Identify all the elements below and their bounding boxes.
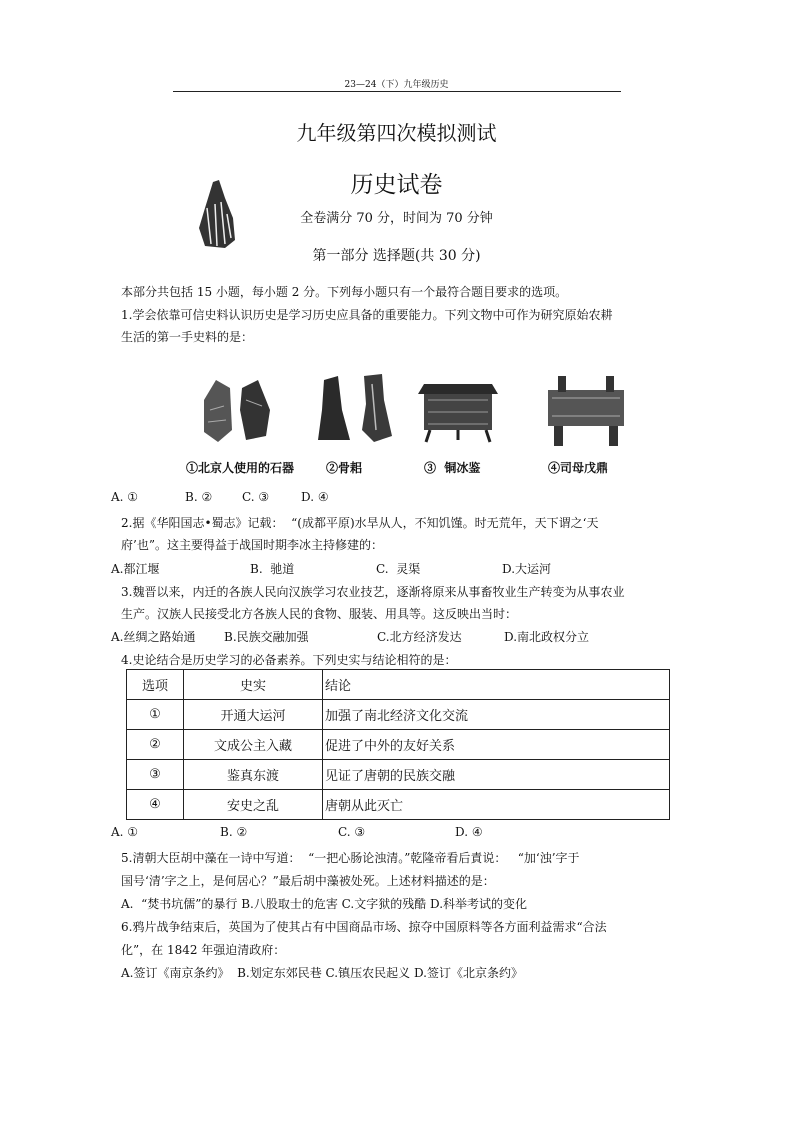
- q6-line1: 6.鸦片战争结束后，英国为了使其占有中国商品市场、掠夺中国原料等各方面利益需求“合法: [121, 920, 607, 934]
- row-conclusion: 促进了中外的友好关系: [323, 730, 670, 760]
- header-rule: [173, 91, 621, 92]
- q2-option-c: C. 灵渠: [376, 562, 421, 576]
- q3-option-c: C.北方经济发达: [377, 630, 462, 644]
- q2-option-d: D.大运河: [502, 562, 552, 576]
- q6-line2: 化”，在 1842 年强迫清政府：: [121, 943, 286, 957]
- page-header: 23—24（下）九年级历史: [344, 80, 449, 90]
- table-row: [127, 730, 670, 760]
- row-fact: 文成公主入藏: [184, 730, 323, 760]
- q5-options: A. “焚书坑儒”的暴行 B.八股取士的危害 C.文字狱的残酷 D.科举考试的变化: [121, 897, 528, 911]
- caption-3: ③ 铜冰鉴: [424, 461, 481, 475]
- q4-option-a: A. ①: [111, 825, 139, 839]
- q3-option-a: A.丝绸之路始通: [111, 630, 196, 644]
- row-fact: 开通大运河: [184, 700, 323, 730]
- q4-stem: 4.史论结合是历史学习的必备素养。下列史实与结论相符的是：: [121, 653, 457, 667]
- caption-4: ④司母戊鼎: [548, 461, 609, 475]
- row-fact: 安史之乱: [184, 790, 323, 820]
- row-conclusion: 加强了南北经济文化交流: [323, 700, 670, 730]
- q1-option-b: B. ②: [185, 490, 213, 504]
- caption-1: ①北京人使用的石器: [186, 461, 295, 475]
- row-conclusion: 唐朝从此灭亡: [323, 790, 670, 820]
- q1-line2: 生活的第一手史料的是：: [121, 330, 254, 344]
- q3-line2: 生产。汉族人民接受北方各族人民的食物、服装、用具等。这反映出当时：: [121, 607, 518, 621]
- row-option: ④: [127, 790, 184, 820]
- q2-line1: 2.据《华阳国志•蜀志》记载： “(成都平原)水旱从人，不知饥馑。时无荒年，天下谓之‘天: [121, 516, 599, 530]
- q4-table: [126, 669, 670, 820]
- header-option: 选项: [127, 670, 184, 700]
- bronze-ice-chest-figure: [418, 384, 498, 442]
- q1-option-a: A. ①: [111, 490, 139, 504]
- q4-option-d: D. ④: [455, 825, 483, 839]
- q3-option-d: D.南北政权分立: [504, 630, 590, 644]
- artifact-figures: [196, 370, 636, 460]
- table-row: [127, 700, 670, 730]
- q2-option-b: B. 驰道: [250, 562, 295, 576]
- bone-spade-figure: [318, 374, 392, 442]
- row-option: ③: [127, 760, 184, 790]
- table-header-row: [127, 670, 670, 700]
- section-heading: 第一部分 选择题(共 30 分): [312, 248, 481, 264]
- q1-option-c: C. ③: [242, 490, 270, 504]
- header-fact: 史实: [184, 670, 323, 700]
- q2-option-a: A.都江堰: [111, 562, 160, 576]
- q4-option-b: B. ②: [220, 825, 248, 839]
- exam-title: 九年级第四次模拟测试: [296, 121, 497, 145]
- q2-line2: 府’也”。这主要得益于战国时期李冰主持修建的：: [121, 538, 383, 552]
- exam-subject: 历史试卷: [350, 172, 443, 198]
- table-row: [127, 790, 670, 820]
- row-option: ①: [127, 700, 184, 730]
- instructions: 本部分共包括 15 小题，每小题 2 分。下列每小题只有一个最符合题目要求的选项。: [121, 285, 568, 299]
- q1-option-d: D. ④: [301, 490, 329, 504]
- row-fact: 鉴真东渡: [184, 760, 323, 790]
- row-conclusion: 见证了唐朝的民族交融: [323, 760, 670, 790]
- q6-options: A.签订《南京条约》 B.划定东郊民巷 C.镇压农民起义 D.签订《北京条约》: [121, 966, 523, 980]
- simuwu-ding-figure: [548, 376, 624, 446]
- caption-2: ②骨耜: [326, 461, 363, 475]
- q3-option-b: B.民族交融加强: [224, 630, 309, 644]
- q1-line1: 1.学会依靠可信史料认识历史是学习历史应具备的重要能力。下列文物中可作为研究原始农耕: [121, 308, 613, 322]
- exam-meta: 全卷满分 70 分，时间为 70 分钟: [300, 211, 493, 226]
- q5-line2: 国号‘清’字之上，是何居心？”最后胡中藻被处死。上述材料描述的是：: [121, 874, 495, 888]
- header-conclusion: 结论: [323, 670, 670, 700]
- q4-option-c: C. ③: [338, 825, 366, 839]
- row-option: ②: [127, 730, 184, 760]
- q5-line1: 5.清朝大臣胡中藻在一诗中写道： “一把心肠论浊清。”乾隆帝看后責说： “加‘浊’字于: [121, 851, 580, 865]
- table-row: [127, 760, 670, 790]
- q3-line1: 3.魏晋以来，内迁的各族人民向汉族学习农业技艺，逐渐将原来从事畜牧业生产转变为从事农业: [121, 585, 625, 599]
- stone-tool-figure: [204, 380, 270, 442]
